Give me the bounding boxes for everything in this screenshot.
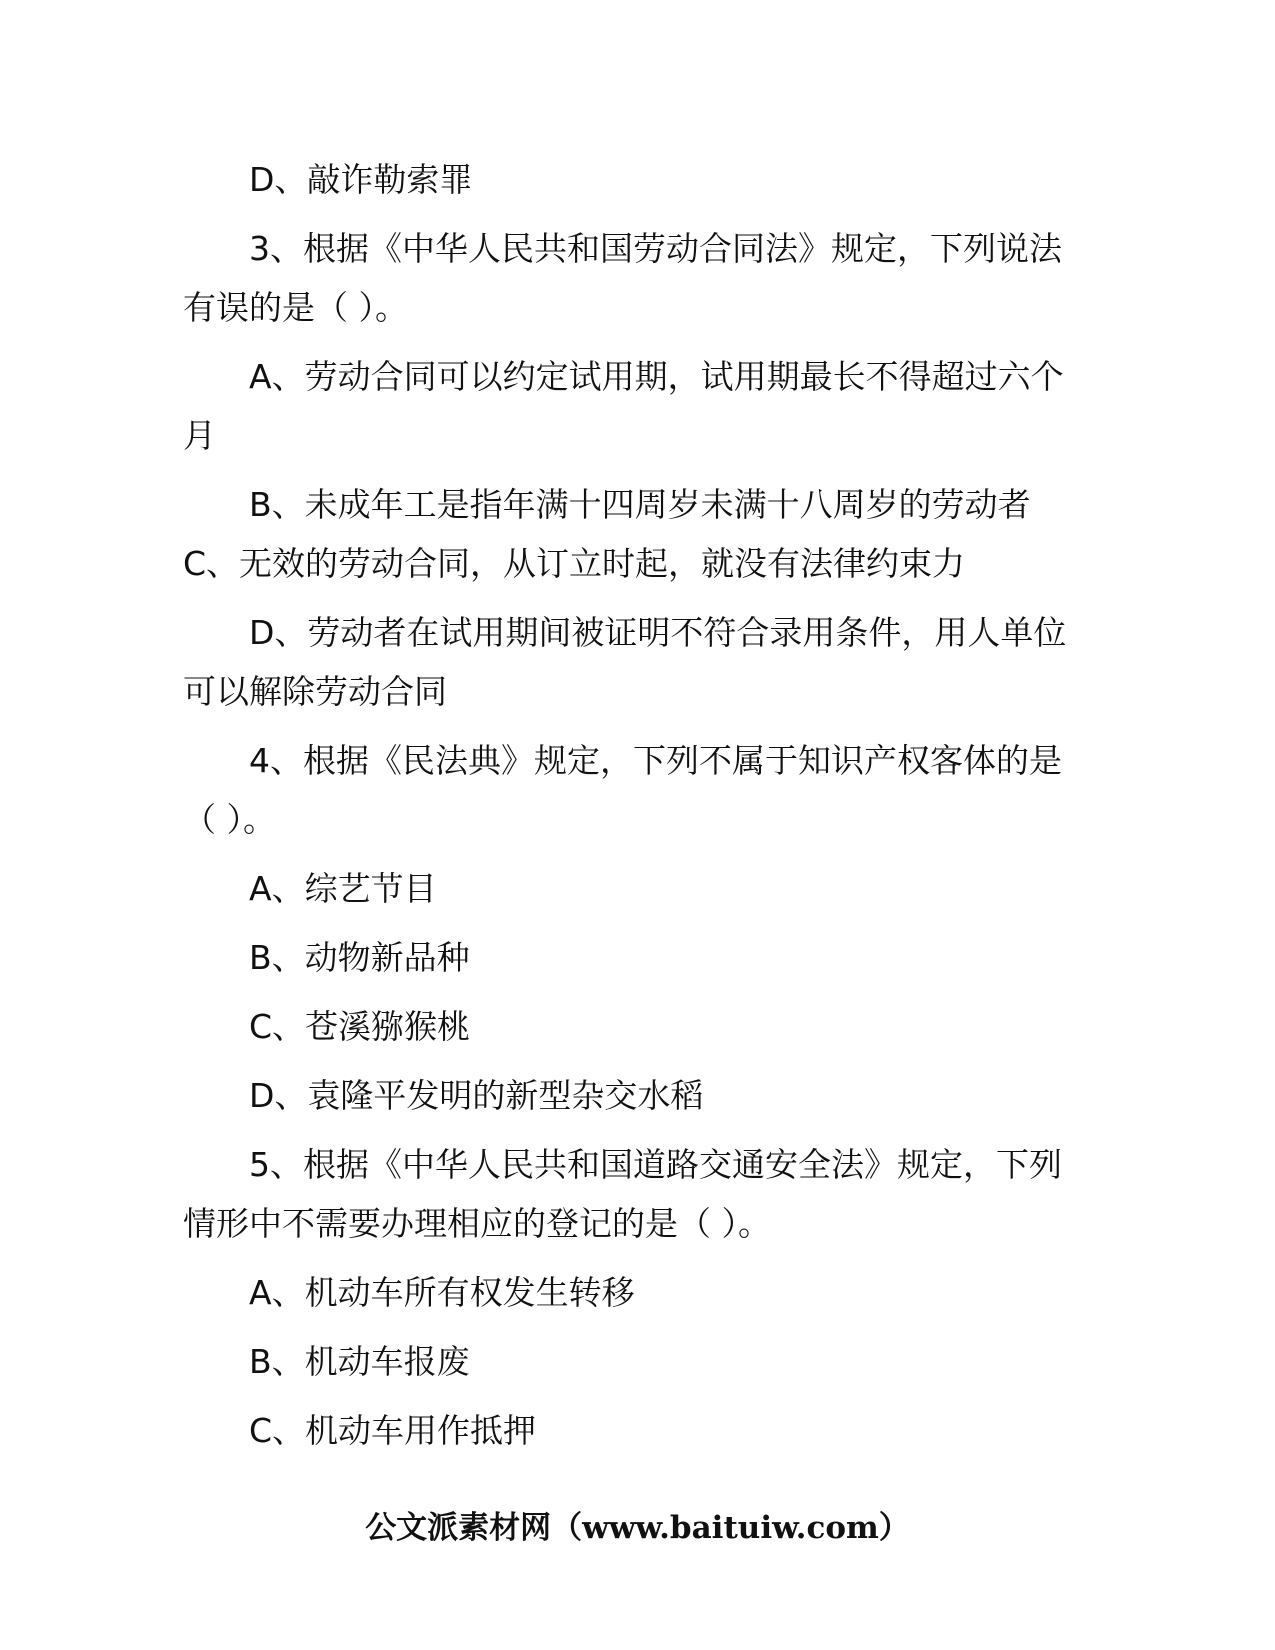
option-b-q4: B、动物新品种 (249, 938, 470, 977)
option-c-q5: C、机动车用作抵押 (249, 1411, 537, 1450)
option-a-q4: A、综艺节目 (249, 869, 437, 908)
option-a-q5: A、机动车所有权发生转移 (249, 1273, 635, 1312)
question-3: 3、根据《中华人民共和国劳动合同法》规定，下列说法有误的是（ ）。 (183, 229, 1062, 327)
question-5: 5、根据《中华人民共和国道路交通安全法》规定，下列情形中不需要办理相应的登记的是（ ）。 (183, 1145, 1062, 1243)
option-b-q5: B、机动车报废 (249, 1342, 470, 1381)
option-d-q4: D、袁隆平发明的新型杂交水稻 (249, 1076, 704, 1115)
option-a-q3: A、劳动合同可以约定试用期，试用期最长不得超过六个月 (183, 357, 1064, 455)
option-c-q3: C、无效的劳动合同，从订立时起，就没有法律约束力 (183, 544, 966, 583)
question-4: 4、根据《民法典》规定，下列不属于知识产权客体的是（ ）。 (183, 741, 1062, 839)
option-d-q3: D、劳动者在试用期间被证明不符合录用条件，用人单位可以解除劳动合同 (183, 613, 1067, 711)
option-c-q4: C、苍溪猕猴桃 (249, 1007, 471, 1046)
page-footer-watermark: 公文派素材网（www.baituiw.com） (365, 1510, 910, 1546)
document-body (183, 150, 1078, 1470)
option-b-q3: B、未成年工是指年满十四周岁未满十八周岁的劳动者 (249, 485, 1031, 524)
option-d-q2: D、敲诈勒索罪 (249, 160, 473, 199)
